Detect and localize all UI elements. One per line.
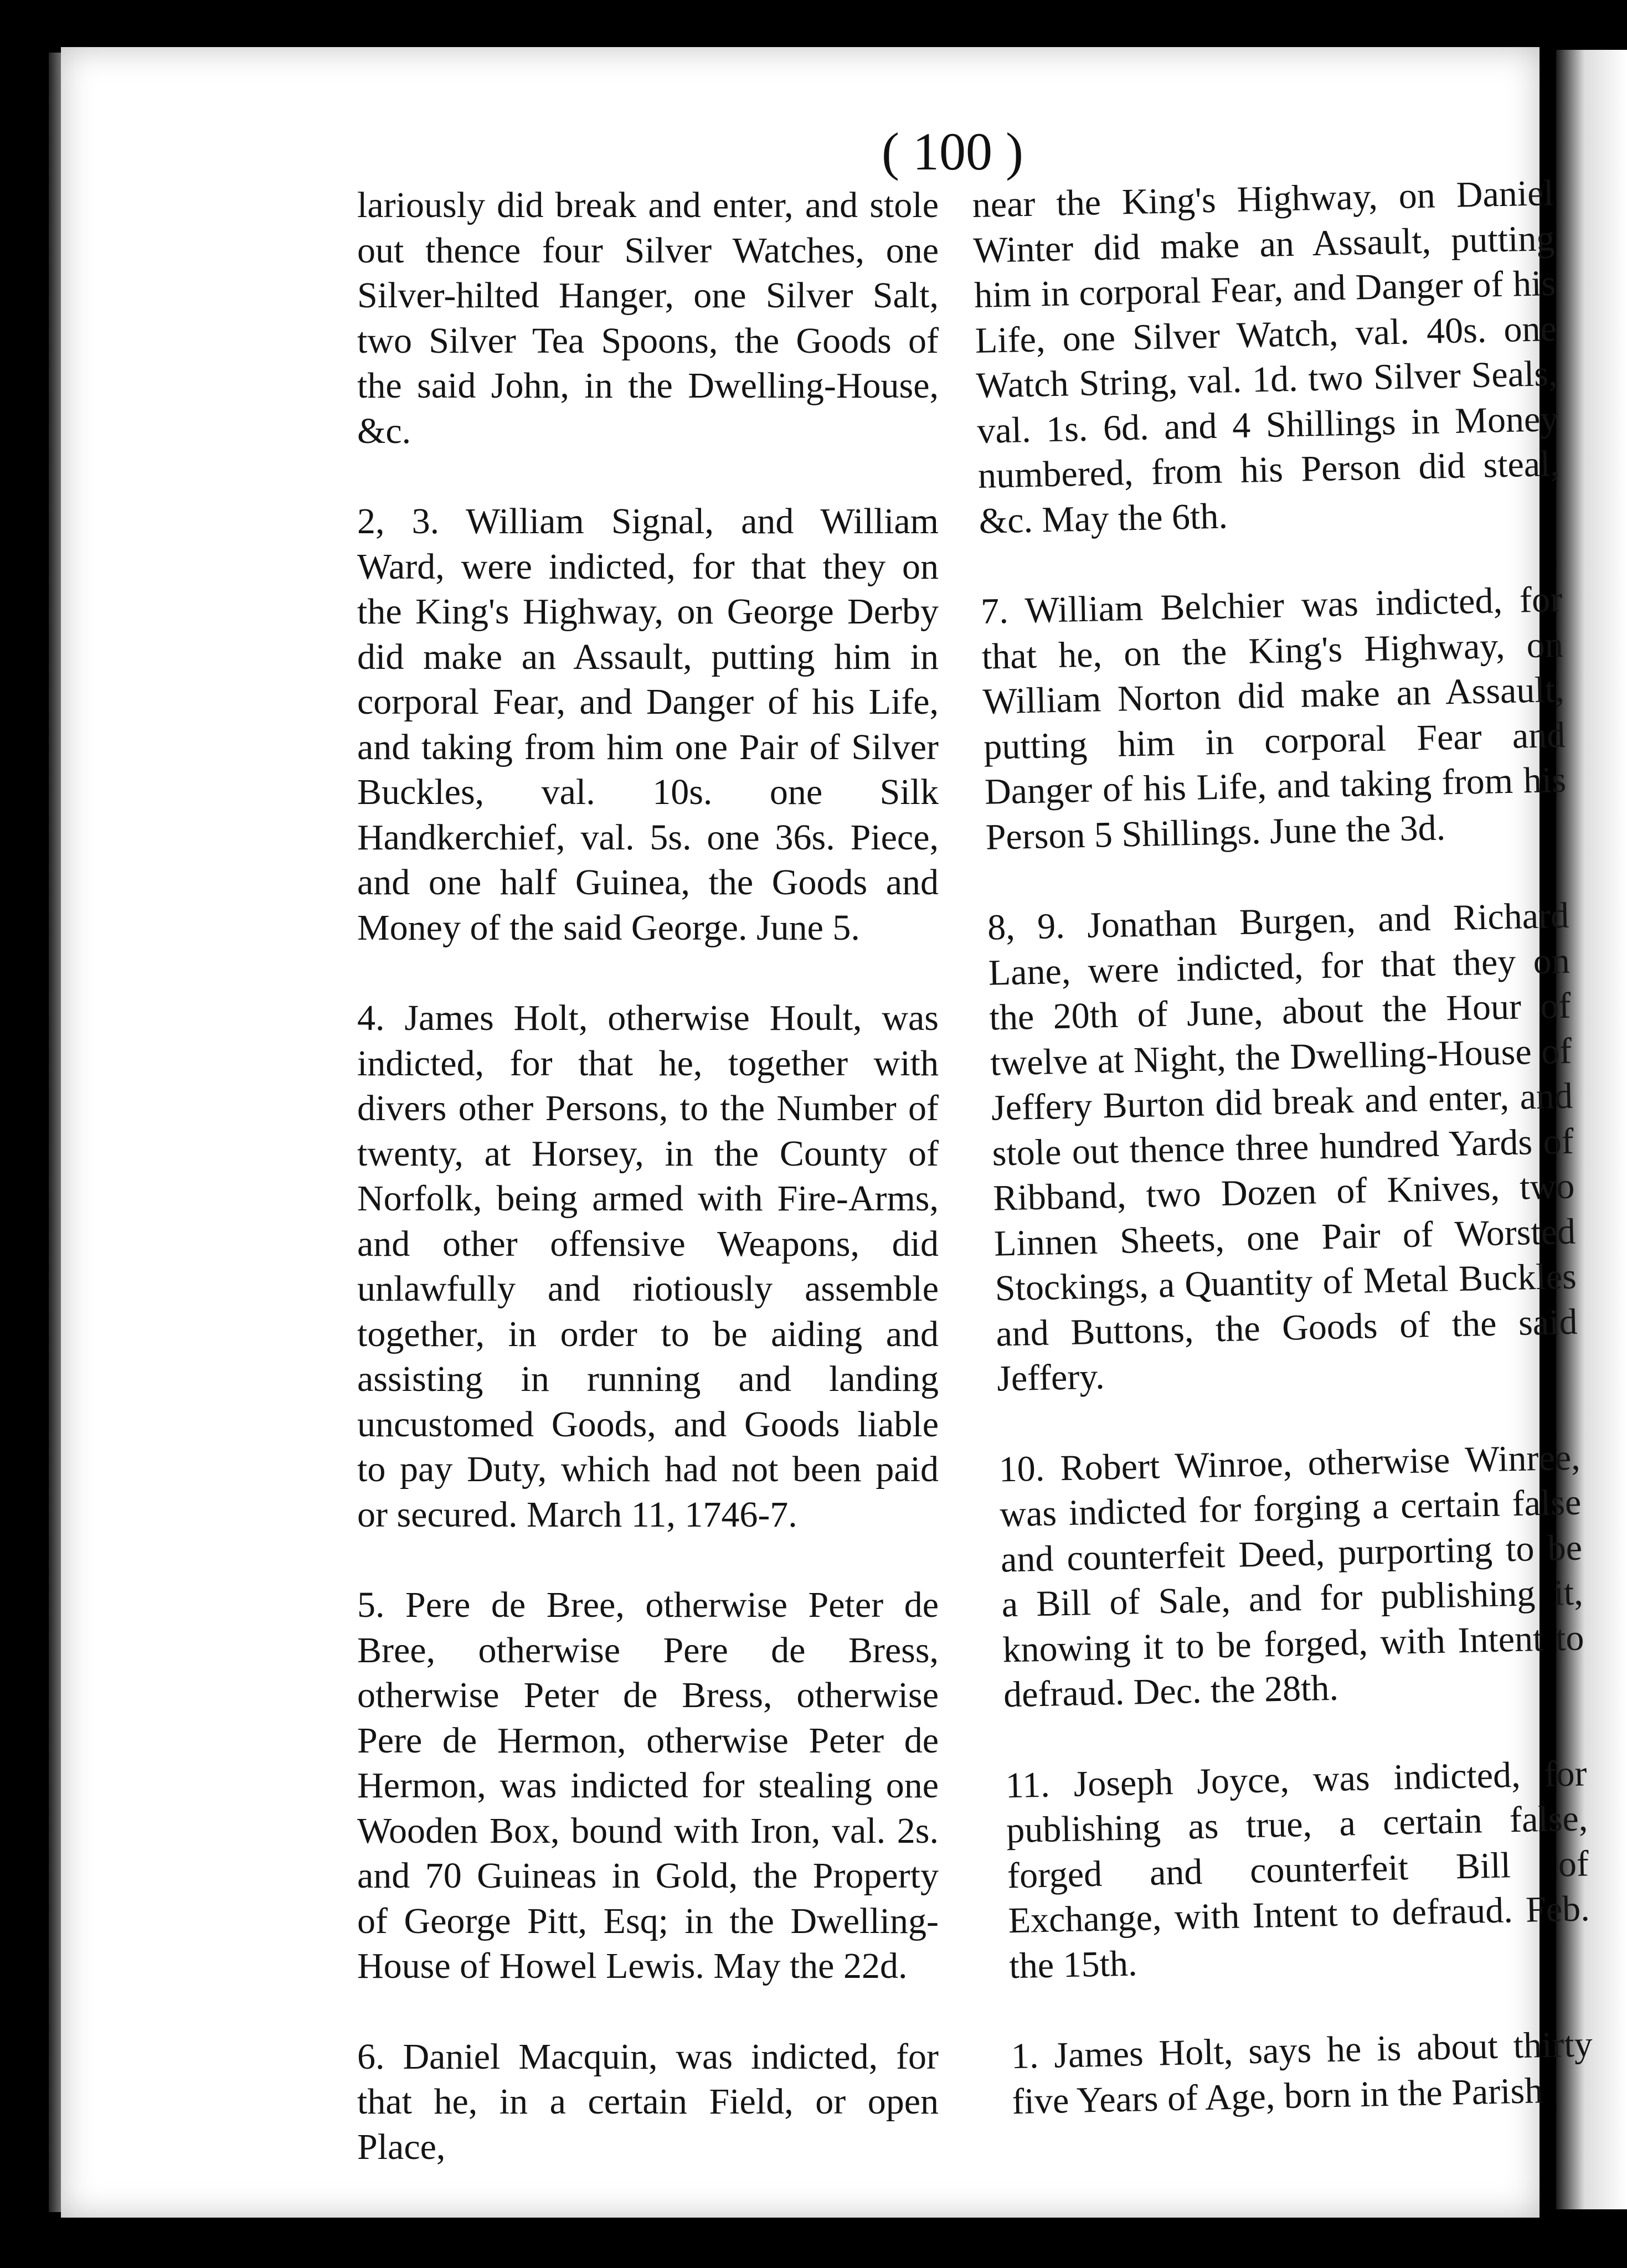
entry-burgen-lane: 8, 9. Jonathan Burgen, and Richard Lane, were indicted, for that they on the 20th of June, about the Hour of twelve at Night, the Dwelling-House of Jeffery Burton did break and enter, and stole out thence three hundred Yards of Ribband, two Dozen of Knives, two Linnen Sheets, one Pair of Worsted Stockings, a Quantity of Metal Buckles and Buttons, the Goods of the said Jeffery. — [987, 895, 1578, 1399]
entry-william-belchier: 7. William Belchier was indicted, for that he, on the King's Highway, on William Norton did make an Assault, putting him in corporal Fear and Danger of his Life, and taking from his Person 5 Shillings. June the 3d. — [980, 579, 1567, 858]
entry-pere-de-bree: 5. Pere de Bree, otherwise Peter de Bree, otherwise Pere de Bress, otherwise Peter de Bress, otherwise Pere de Hermon, otherwise Peter de Hermon, was indicted for stealing one Wooden Box, bound with Iron, val. 2s. and 70 Guineas in Gold, the Property of George Pitt, Esq; in the Dwelling-House of Howel Lewis. May the 22d. — [357, 1585, 939, 1986]
right-column — [972, 171, 1594, 2124]
entry-joseph-joyce: 11. Joseph Joyce, was indicted, for publishing as true, a certain false, forged and counterfeit Bill of Exchange, with Intent to defraud. Feb. the 15th. — [1005, 1752, 1590, 1986]
entry-james-holt: 4. James Holt, otherwise Hoult, was indicted, for that he, together with divers other Persons, to the Number of twenty, at Horsey, in the County of Norfolk, being armed with Fire-Arms, and other offensive Weapons, did unlawfully and riotiously assemble together, in order to be aiding and assisting in running and landing uncustomed Goods, and Goods liable to pay Duty, which had not been paid or secured. March 11, 1746-7. — [357, 998, 939, 1535]
account-james-holt: 1. James Holt, says he is about thirty five Years of Age, born in the Parish — [1011, 2024, 1593, 2122]
entry-robert-winroe: 10. Robert Winroe, otherwise Winree, was indicted for forging a certain false and counterfeit Deed, purporting to be a Bill of Sale, and for publishing it, knowing it to be forged, with Intent to defraud. Dec. the 28th. — [998, 1437, 1585, 1715]
right-paragraph-continuation: near the King's Highway, on Daniel Winter did make an Assault, putting him in corporal Fear, and Danger of his Life, one Silver Watch, val. 40s. one Watch String, val. 1d. two Silver Seals, val. 1s. 6d. and 4 Shillings in Money numbered, from his Person did steal, &c. May the 6th. — [972, 173, 1560, 542]
left-column — [357, 183, 939, 2169]
page-number: ( 100 ) — [882, 122, 1023, 181]
left-paragraph-continuation: lariously did break and enter, and stole out thence four Silver Watches, one Silver-hilted Hanger, one Silver Salt, two Silver Tea Spoons, the Goods of the said John, in the Dwelling-House, &c. — [357, 185, 939, 451]
entry-daniel-macquin: 6. Daniel Macquin, was indicted, for that he, in a certain Field, or open Place, — [357, 2036, 939, 2167]
entry-signal-ward: 2, 3. William Signal, and William Ward, were indicted, for that they on the King's Highway, on George Derby did make an Assault, putting him in corporal Fear, and Danger of his Life, and taking from him one Pair of Silver Buckles, val. 10s. one Silk Handkerchief, val. 5s. one 36s. Piece, and one half Guinea, the Goods and Money of the said George. June 5. — [357, 501, 939, 948]
